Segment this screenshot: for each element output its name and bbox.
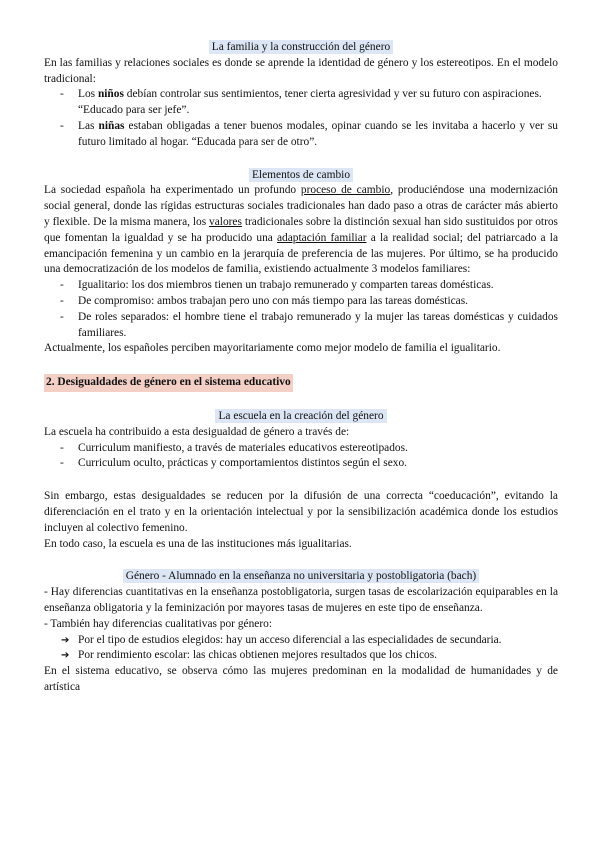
family-list — [44, 87, 558, 150]
item-text: estaban obligadas a tener buenos modales, opinar cuando se les invitaba a hacerlo y ver su futuro limitado al hogar. “Educada para ser de otro”. — [78, 119, 558, 148]
underlined-term: proceso de cambio — [300, 184, 391, 197]
list-item: - Curriculum oculto, prácticas y comportamientos distintos según el sexo. — [78, 456, 558, 472]
students-heading — [44, 569, 558, 585]
list-item — [78, 87, 558, 119]
item-text: Por rendimiento escolar: las chicas obtienen mejores resultados que los chicos. — [78, 649, 438, 662]
students-heading-text: Género - Alumnado en la enseñanza no universitaria y postobligatoria (bach) — [123, 569, 479, 583]
arrow-right-icon: ➔ — [61, 650, 70, 662]
text-run: La sociedad española ha experimentado un profundo — [44, 184, 301, 197]
arrow-right-icon: ➔ — [61, 634, 70, 646]
text-run: tradicionales sobre la distinción sexual han sido sustituidos por otros que fomentan la igualdad y se ha producido una — [44, 215, 558, 244]
item-bold: niñas — [98, 119, 125, 132]
item-text: debían controlar sus sentimientos, tener cierta agresividad y ver su futuro con aspiraciones. — [123, 88, 542, 101]
item-bold: niños — [97, 88, 124, 101]
text-run: , produciéndose una modernización social general, donde las rígidas estructuras sociales tradicionales han dado paso a otras de carácter más abierto y flexible. De la misma manera, los — [44, 184, 558, 228]
change-closing: Actualmente, los españoles perciben mayoritariamente como mejor modelo de familia el igualitario. — [44, 342, 501, 355]
underlined-term: adaptación familiar — [276, 231, 367, 244]
school-heading-text: La escuela en la creación del género — [215, 409, 386, 423]
family-heading — [44, 40, 558, 56]
list-item — [61, 633, 558, 649]
text-run: a la realidad social; del patriarcado a la emancipación femenina y un cambio en la jerarquía de preferencia de las mujeres. Por último, se ha producido una democratización de los modelos de familia, existiendo actualmente 3 modelos familiares: — [44, 231, 558, 276]
section-2-heading — [44, 374, 558, 392]
list-item — [78, 119, 558, 151]
family-heading-text: La familia y la construcción del género — [209, 40, 393, 54]
item-quote: “Educado para ser jefe”. — [78, 104, 190, 117]
list-item: - De compromiso: ambos trabajan pero uno con más tiempo para las tareas domésticas. — [78, 294, 558, 310]
students-list — [44, 633, 558, 665]
underlined-term: valores — [209, 215, 242, 228]
school-list — [44, 441, 558, 473]
change-heading — [44, 168, 558, 184]
school-intro: La escuela ha contribuido a esta desigualdad de género a través de: — [44, 425, 350, 438]
school-heading — [44, 409, 558, 425]
students-paragraph: - Hay diferencias cuantitativas en la enseñanza postobligatoria, surgen tasas de escolarización equiparables en la enseñanza obligatoria y la feminización por mayores tasas de mujeres en este tipo de enseñanza. — [44, 586, 558, 614]
item-text: Por el tipo de estudios elegidos: hay un acceso diferencial a las especialidades de secundaria. — [78, 633, 502, 646]
list-item: - De roles separados: el hombre tiene el trabajo remunerado y la mujer las tareas domésticas y cuidados familiares. — [78, 310, 558, 342]
change-paragraph — [44, 183, 558, 278]
section-2-title: 2. Desigualdades de género en el sistema educativo — [44, 374, 293, 392]
document-content — [44, 40, 558, 696]
item-text: Las — [78, 119, 99, 132]
list-item: - Igualitario: los dos miembros tienen un trabajo remunerado y comparten tareas domésticas. — [78, 278, 558, 294]
school-paragraph-2: En todo caso, la escuela es una de las instituciones más igualitarias. — [44, 537, 352, 550]
school-paragraph: Sin embargo, estas desigualdades se reducen por la difusión de una correcta “coeducación”, evitando la diferenciación en el trato y en la orientación intelectual y por la sensibilización académica donde los estudios incluyen al colectivo femenino. — [44, 490, 558, 534]
family-models-list — [44, 278, 558, 341]
students-closing: En el sistema educativo, se observa cómo las mujeres predominan en la modalidad de humanidades y de artística — [44, 665, 558, 693]
students-paragraph-2: - También hay diferencias cualitativas por género: — [44, 617, 272, 630]
list-item: - Curriculum manifiesto, a través de materiales educativos estereotipados. — [78, 441, 558, 457]
list-item — [61, 648, 558, 664]
change-heading-text: Elementos de cambio — [249, 168, 353, 182]
family-intro: En las familias y relaciones sociales es donde se aprende la identidad de género y los estereotipos. En el modelo tradicional: — [44, 56, 558, 85]
item-text: Los — [78, 88, 98, 101]
